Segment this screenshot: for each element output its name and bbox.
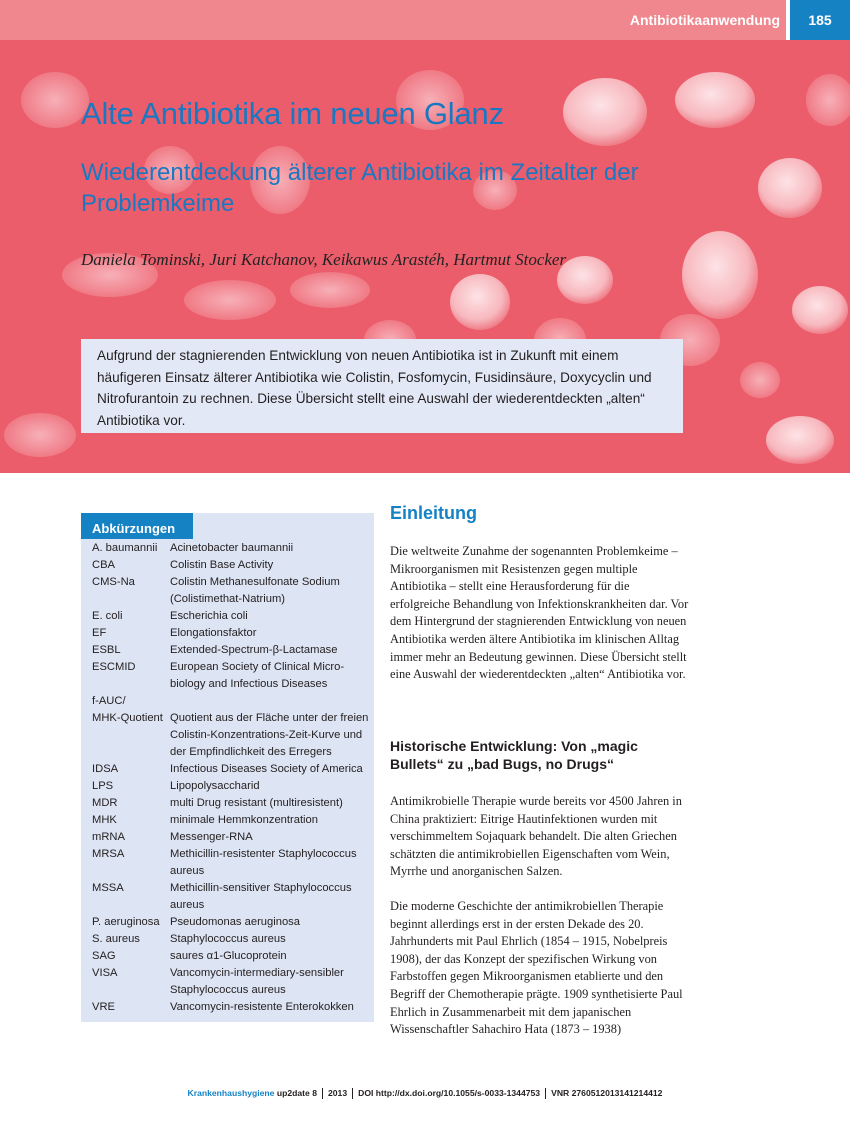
intro-paragraph: Die weltweite Zunahme der sogenannten Problemkeime – Mikroorganismen mit Resistenzen gegen multiple Antibiotika – stellt eine Herausforderung für die erfolgreiche Behandlung von Infektionskrankheiten dar. Vor dem Hintergrund der stagnierenden Entwicklung von neuen Antibiotika werden ältere Antibiotika im klinischen Alltag immer mehr an Bedeutung gewinnen. Diese Übersicht stellt eine Auswahl der wiederentdeckten „alten“ Antibiotika vor. — [390, 544, 689, 682]
abbreviation-row — [92, 761, 374, 778]
abbreviation-row — [92, 965, 374, 999]
abbreviation-row — [92, 625, 374, 642]
abbreviation-term: LPS — [92, 780, 114, 792]
abbreviation-term: VISA — [92, 967, 118, 979]
abbreviation-term: MHK-Quotient — [92, 712, 163, 724]
abbreviation-row — [92, 659, 374, 693]
footer-journal: Krankenhaushygiene — [187, 1088, 275, 1098]
abbreviation-row — [92, 948, 374, 965]
abbreviation-term: ESBL — [92, 644, 121, 656]
abbreviation-term: VRE — [92, 1001, 116, 1013]
abbreviation-term: f-AUC/ — [92, 695, 126, 707]
abbreviation-meaning: Extended-Spectrum-β-Lactamase — [170, 644, 338, 656]
abbreviation-row — [92, 829, 374, 846]
footer-divider — [352, 1088, 353, 1099]
abbreviation-row — [92, 880, 374, 914]
abbreviation-meaning: Elongationsfaktor — [170, 627, 257, 639]
abbreviation-meaning: Messenger-RNA — [170, 831, 253, 843]
history-paragraph-1: Antimikrobielle Therapie wurde bereits vor 4500 Jahren in China praktiziert: Eitrige Hautinfektionen wurden mit verschimmeltem Sojaquark behandelt. Die alten Griechen schätzten die antimikrobiellen Eigenschaften vom Wein, Myrrhe und anorganischen Salzen. — [390, 794, 682, 879]
abbreviations-heading: Abkürzungen — [81, 513, 193, 539]
intro-heading: Einleitung — [390, 503, 477, 523]
abbreviation-row — [92, 931, 374, 948]
article-title: Alte Antibiotika im neuen Glanz — [81, 96, 504, 131]
abbreviation-term: A. baumannii — [92, 542, 158, 554]
abbreviation-row — [92, 710, 374, 761]
abbreviation-meaning: minimale Hemmkonzentration — [170, 814, 318, 826]
abbreviation-row — [92, 914, 374, 931]
abbreviation-row — [92, 693, 374, 710]
footer-divider — [545, 1088, 546, 1099]
abbreviation-term: CBA — [92, 559, 116, 571]
article-authors: Daniela Tominski, Juri Katchanov, Keikawus Arastéh, Hartmut Stocker — [81, 250, 567, 269]
abbreviation-term: SAG — [92, 950, 116, 962]
abbreviation-meaning: Lipopolysaccharid — [170, 780, 260, 792]
abbreviation-meaning: Vancomycin-intermediary-sensibler Staphylococcus aureus — [170, 967, 344, 996]
footer-divider — [322, 1088, 323, 1099]
abbreviation-row — [92, 557, 374, 574]
abbreviation-row — [92, 608, 374, 625]
abbreviation-meaning: Methicillin-resistenter Staphylococcus aureus — [170, 848, 357, 877]
abbreviation-term: EF — [92, 627, 107, 639]
history-heading: Historische Entwicklung: Von „magic Bullets“ zu „bad Bugs, no Drugs“ — [390, 738, 638, 772]
abbreviation-meaning: saures α1-Glucoprotein — [170, 950, 287, 962]
abbreviations-list — [92, 540, 374, 1016]
abbreviation-meaning: Escherichia coli — [170, 610, 248, 622]
abbreviation-term: MHK — [92, 814, 117, 826]
footer-vnr: VNR 2760512013141214412 — [551, 1088, 663, 1098]
abbreviation-row — [92, 795, 374, 812]
abbreviation-term: CMS-Na — [92, 576, 135, 588]
abbreviation-term: E. coli — [92, 610, 123, 622]
footer-year: 2013 — [327, 1088, 348, 1098]
abbreviation-term: MRSA — [92, 848, 125, 860]
abbreviation-row — [92, 642, 374, 659]
abbreviation-meaning: Vancomycin-resistente Enterokokken — [170, 1001, 354, 1013]
abbreviation-meaning: Acinetobacter baumannii — [170, 542, 294, 554]
abbreviation-row — [92, 846, 374, 880]
article-abstract: Aufgrund der stagnierenden Entwicklung von neuen Antibiotika ist in Zukunft mit einem häufigeren Einsatz älterer Antibiotika wie Colistin, Fosfomycin, Fusidinsäure, Doxycyclin und Nitrofurantoin zu rechnen. Diese Übersicht stellt eine Auswahl der wiederentdeckten „alten“ Antibiotika vor. — [81, 339, 683, 433]
history-paragraph-2: Die moderne Geschichte der antimikrobiellen Therapie beginnt allerdings erst in der ersten Dekade des 20. Jahrhunderts mit Paul Ehrlich (1854 – 1915, Nobelpreis 1908), der das Konzept der spezifischen Wirkung von Farbstoffen gegen Mikroorganismen etablierte und den Begriff der Chemotherapie prägte. 1909 synthetisierte Paul Ehrlich in Zusammenarbeit mit dem japanischen Wissenschaftler Sahachiro Hata (1873 – 1938) — [390, 899, 683, 1037]
footer-doi: DOI http://dx.doi.org/10.1055/s-0033-1344753 — [358, 1088, 541, 1098]
abbreviation-meaning: Infectious Diseases Society of America — [170, 763, 363, 775]
abbreviation-row — [92, 574, 374, 608]
abbreviation-term: P. aeruginosa — [92, 916, 160, 928]
abbreviation-meaning: Colistin Methanesulfonate Sodium (Colistimethat-Natrium) — [170, 576, 340, 605]
abbreviation-meaning: Colistin Base Activity — [170, 559, 274, 571]
abbreviation-term: IDSA — [92, 763, 119, 775]
abbreviation-row — [92, 778, 374, 795]
abbreviation-row — [92, 812, 374, 829]
abbreviation-meaning: Pseudomonas aeruginosa — [170, 916, 300, 928]
abbreviation-term: S. aureus — [92, 933, 140, 945]
abbreviation-term: MSSA — [92, 882, 124, 894]
abbreviation-meaning: Methicillin-sensitiver Staphylococcus aureus — [170, 882, 352, 911]
article-subtitle: Wiederentdeckung älterer Antibiotika im Zeitalter der Problemkeime — [81, 159, 639, 217]
abbreviation-meaning: Quotient aus der Fläche unter der freien Colistin-Konzentrations-Zeit-Kurve und der Empfindlichkeit des Erregers — [170, 712, 369, 758]
abbreviation-meaning: multi Drug resistant (multiresistent) — [170, 797, 343, 809]
abbreviation-term: ESCMID — [92, 661, 136, 673]
abbreviation-row — [92, 540, 374, 557]
page-number: 185 — [790, 0, 850, 40]
abbreviation-meaning: European Society of Clinical Microbiology and Infectious Diseases — [170, 661, 345, 690]
abbreviation-row — [92, 999, 374, 1016]
abbreviation-meaning: Staphylococcus aureus — [170, 933, 286, 945]
abbreviation-meaning — [170, 693, 374, 710]
abbreviation-term: mRNA — [92, 831, 125, 843]
page-footer — [0, 1088, 850, 1099]
section-label: Antibiotikaanwendung — [629, 12, 780, 28]
abbreviation-term: MDR — [92, 797, 118, 809]
footer-issue: up2date 8 — [276, 1088, 317, 1098]
